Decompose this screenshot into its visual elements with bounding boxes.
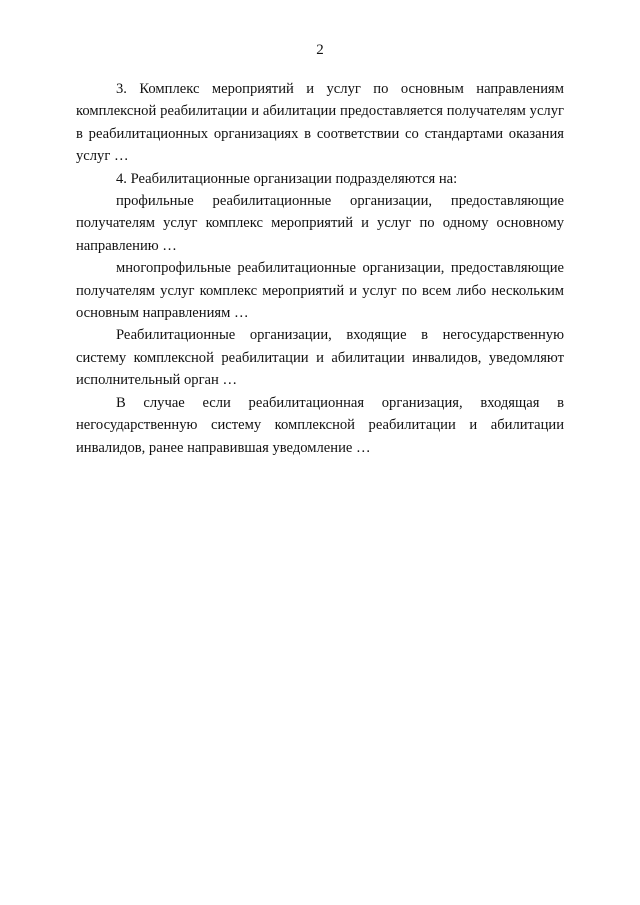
document-body (76, 78, 564, 459)
paragraph-terminated-activity-case: В случае если реабилитационная организация, входящая в негосударственную систему комплексной реабилитации и абилитации инвалидов, ранее направившая уведомление … (76, 394, 564, 456)
paragraph-item-3: 3. Комплекс мероприятий и услуг по основным направлениям комплексной реабилитации и абилитации предоставляется получателям услуг в реабилитационных организациях в соответствии со стандартами оказания услуг … (76, 81, 564, 165)
page-number: 2 (316, 42, 324, 58)
paragraph-multiprofile-organizations: многопрофильные реабилитационные организации, предоставляющие получателям услуг комплекс мероприятий и услуг по всем либо нескольким основным направлениям … (76, 260, 564, 322)
paragraph-item-4: 4. Реабилитационные организации подразделяются на: (116, 170, 458, 187)
paragraph-non-state-system-notice: Реабилитационные организации, входящие в негосударственную систему комплексной реабилитации и абилитации инвалидов, уведомляют исполнительный орган … (76, 327, 564, 389)
paragraph-profile-organizations: профильные реабилитационные организации, предоставляющие получателям услуг комплекс мероприятий и услуг по одному основному направлению … (76, 193, 564, 254)
